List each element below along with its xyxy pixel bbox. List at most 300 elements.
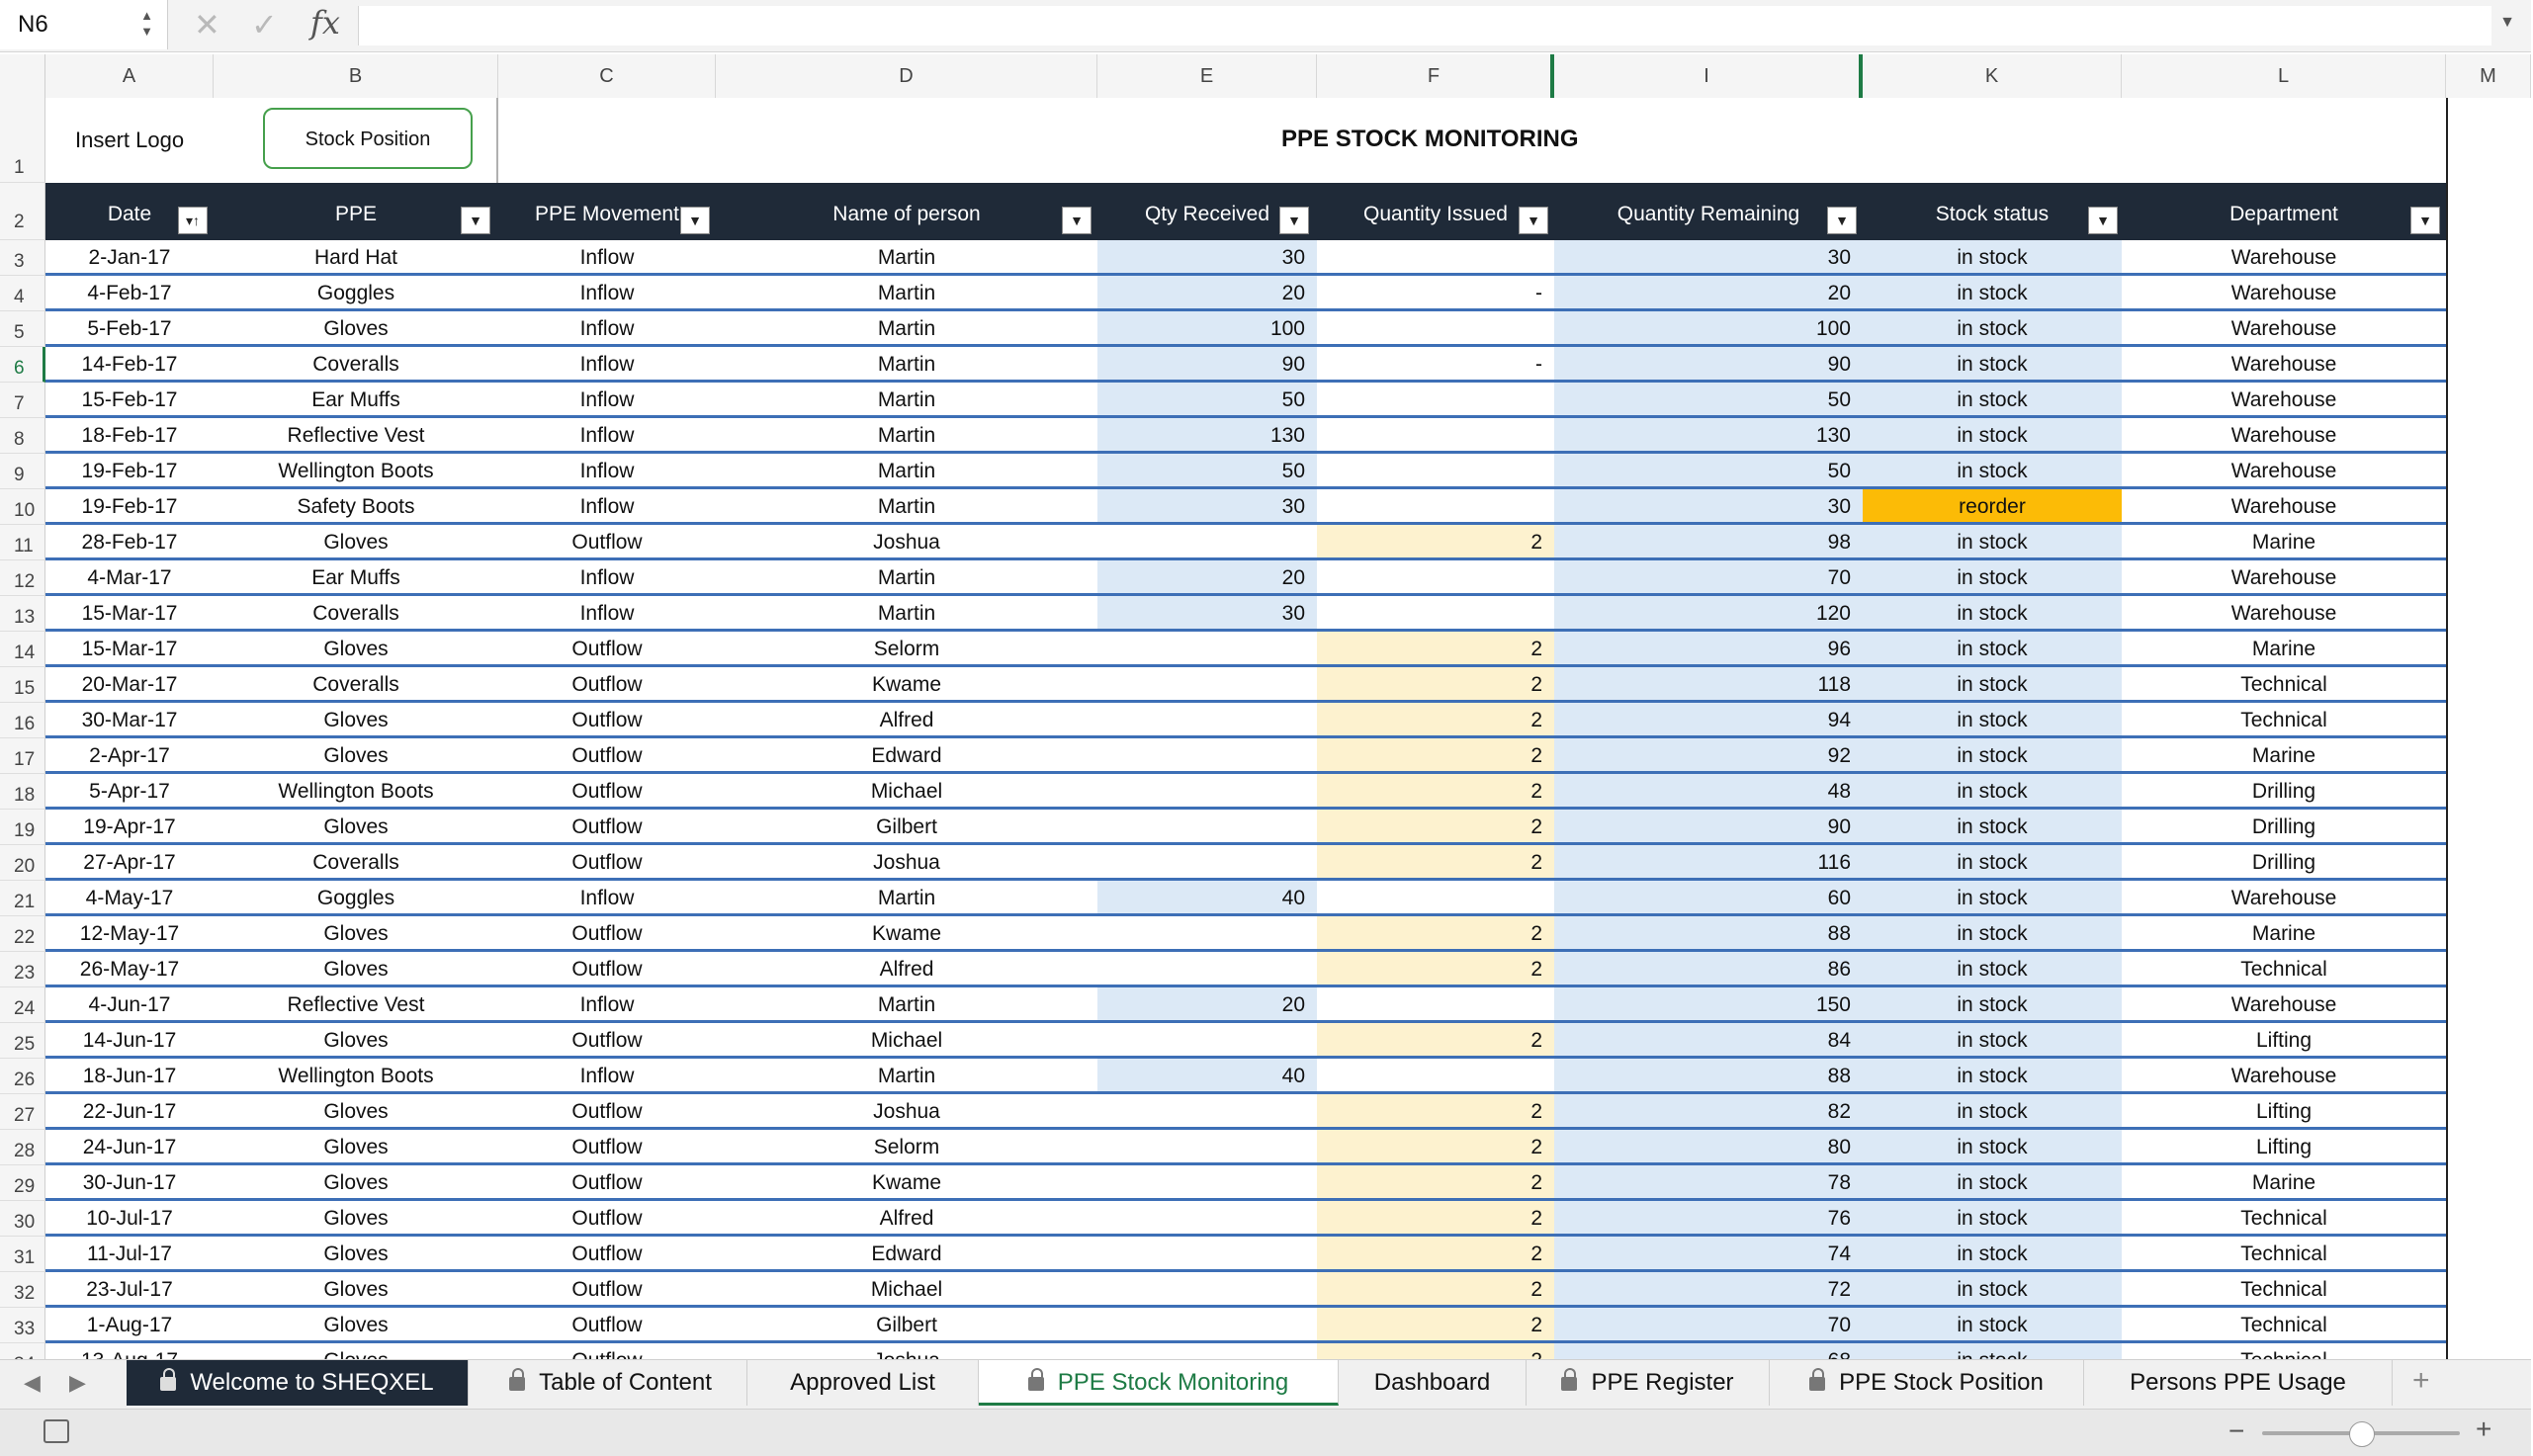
cell-quantity-remaining[interactable]: 76 [1554,1201,1863,1234]
cell-date[interactable]: 5-Feb-17 [87,317,172,340]
row-header[interactable]: 12 [0,560,45,596]
cell-ppe[interactable]: Gloves [323,958,389,981]
row-header[interactable]: 7 [0,383,45,418]
cell-name-of-person[interactable]: Gilbert [876,815,937,838]
cell-qty-received[interactable] [1097,774,1317,807]
cell-department[interactable]: Marine [2251,531,2316,554]
cell-quantity-issued[interactable] [1317,881,1554,913]
cell-date[interactable]: 14-Feb-17 [81,353,178,376]
cell-stock-status[interactable]: in stock [1863,703,2122,735]
cell-quantity-issued[interactable] [1317,489,1554,522]
cell-qty-received[interactable] [1097,667,1317,700]
column-header-d[interactable]: D [716,54,1097,98]
row-header[interactable]: 33 [0,1308,45,1343]
cell-stock-status[interactable]: in stock [1863,1237,2122,1269]
cell-qty-received[interactable] [1097,1130,1317,1162]
cell-department[interactable]: Technical [2240,709,2327,731]
cell-qty-received[interactable] [1097,525,1317,557]
cell-stock-status[interactable]: in stock [1863,1201,2122,1234]
page-layout-icon[interactable] [44,1419,69,1443]
cell-department[interactable]: Warehouse [2230,566,2337,589]
cell-name-of-person[interactable]: Martin [877,993,936,1016]
cell-name-of-person[interactable]: Selorm [873,1136,940,1158]
cell-ppe[interactable]: Safety Boots [297,495,415,518]
cell-quantity-issued[interactable]: 2 [1317,1023,1554,1056]
prev-sheet-icon[interactable]: ◀ [24,1370,41,1395]
cell-quantity-remaining[interactable]: 72 [1554,1272,1863,1305]
cell-quantity-remaining[interactable]: 92 [1554,738,1863,771]
cell-ppe[interactable]: Gloves [323,1314,389,1336]
cell-name-of-person[interactable]: Martin [877,388,936,411]
cell-qty-received[interactable]: 90 [1097,347,1317,380]
cell-quantity-issued[interactable] [1317,240,1554,273]
cell-department[interactable]: Technical [2240,1242,2327,1265]
cell-ppe-movement[interactable]: Inflow [579,460,635,482]
cell-ppe[interactable]: Gloves [323,1100,389,1123]
cell-quantity-issued[interactable] [1317,418,1554,451]
cell-name-of-person[interactable]: Martin [877,460,936,482]
cell-date[interactable]: 24-Jun-17 [82,1136,177,1158]
cell-ppe[interactable]: Coveralls [312,602,399,625]
cell-date[interactable]: 18-Jun-17 [82,1065,177,1087]
row-header[interactable]: 15 [0,667,45,703]
cell-name-of-person[interactable]: Gilbert [876,1314,937,1336]
cell-ppe-movement[interactable]: Outflow [571,1207,643,1230]
cell-date[interactable]: 26-May-17 [79,958,180,981]
cell-name-of-person[interactable]: Joshua [873,1100,940,1123]
cell-stock-status[interactable]: in stock [1863,667,2122,700]
cancel-icon[interactable]: ✕ [194,7,220,43]
cell-qty-received[interactable] [1097,916,1317,949]
row-header[interactable]: 4 [0,276,45,311]
cell-quantity-issued[interactable]: 2 [1317,845,1554,878]
cell-department[interactable]: Drilling [2251,851,2316,874]
row-header[interactable]: 8 [0,418,45,454]
cell-stock-status[interactable]: in stock [1863,1272,2122,1305]
zoom-slider-handle[interactable] [2349,1421,2375,1447]
column-header-i[interactable]: I [1554,54,1863,98]
cell-qty-received[interactable] [1097,1308,1317,1340]
cell-ppe[interactable]: Gloves [323,1207,389,1230]
cell-date[interactable]: 4-Feb-17 [87,282,172,304]
cell-stock-status[interactable]: reorder [1863,489,2122,522]
cell-date[interactable]: 5-Apr-17 [89,780,170,803]
cell-ppe[interactable]: Gloves [323,638,389,660]
cell-date[interactable]: 10-Jul-17 [86,1207,173,1230]
cell-quantity-remaining[interactable]: 30 [1554,489,1863,522]
column-header-l[interactable]: L [2122,54,2446,98]
cell-quantity-issued[interactable] [1317,383,1554,415]
cell-department[interactable]: Technical [2240,1207,2327,1230]
row-header[interactable]: 14 [0,632,45,667]
cell-date[interactable]: 4-Mar-17 [87,566,172,589]
tab-welcome[interactable]: Welcome to SHEQXEL [127,1360,469,1406]
cell-ppe[interactable]: Coveralls [312,353,399,376]
column-header-f[interactable]: F [1317,54,1554,98]
sort-filter-icon[interactable]: ▾↑ [178,207,208,234]
cell-stock-status[interactable]: in stock [1863,632,2122,664]
cell-department[interactable]: Warehouse [2230,495,2337,518]
cell-name-of-person[interactable]: Martin [877,424,936,447]
cell-ppe-movement[interactable]: Inflow [579,1065,635,1087]
cell-stock-status[interactable]: in stock [1863,845,2122,878]
cell-department[interactable]: Technical [2240,673,2327,696]
cell-name-of-person[interactable]: Alfred [879,709,934,731]
cell-ppe-movement[interactable]: Outflow [571,1100,643,1123]
stock-position-button[interactable]: Stock Position [263,108,473,169]
select-all-corner[interactable] [0,54,45,98]
cell-qty-received[interactable]: 30 [1097,489,1317,522]
cell-name-of-person[interactable]: Martin [877,353,936,376]
cell-quantity-remaining[interactable]: 94 [1554,703,1863,735]
column-header-m[interactable]: M [2446,54,2531,98]
cell-department[interactable]: Drilling [2251,815,2316,838]
row-header[interactable]: 13 [0,596,45,632]
cell-ppe[interactable]: Gloves [323,531,389,554]
column-header-k[interactable]: K [1863,54,2122,98]
cell-ppe-movement[interactable]: Outflow [571,1314,643,1336]
cell-stock-status[interactable]: in stock [1863,1165,2122,1198]
cell-stock-status[interactable]: in stock [1863,916,2122,949]
cell-name-of-person[interactable]: Joshua [873,531,940,554]
cell-name-of-person[interactable]: Alfred [879,1207,934,1230]
cell-quantity-remaining[interactable]: 96 [1554,632,1863,664]
cell-department[interactable]: Technical [2240,1314,2327,1336]
cell-name-of-person[interactable]: Kwame [871,673,942,696]
cell-ppe-movement[interactable]: Inflow [579,993,635,1016]
cell-date[interactable]: 18-Feb-17 [81,424,178,447]
cell-date[interactable]: 4-May-17 [85,887,174,909]
cell-qty-received[interactable]: 20 [1097,987,1317,1020]
cell-ppe-movement[interactable]: Outflow [571,531,643,554]
cell-ppe[interactable]: Ear Muffs [311,566,400,589]
cell-stock-status[interactable]: in stock [1863,1094,2122,1127]
cell-stock-status[interactable]: in stock [1863,383,2122,415]
cell-quantity-issued[interactable] [1317,560,1554,593]
cell-quantity-remaining[interactable]: 74 [1554,1237,1863,1269]
tab-ppe-stock-position[interactable]: PPE Stock Position [1770,1360,2084,1406]
zoom-out-icon[interactable]: − [2228,1415,2245,1446]
cell-quantity-remaining[interactable]: 78 [1554,1165,1863,1198]
cell-quantity-issued[interactable]: 2 [1317,774,1554,807]
cell-qty-received[interactable] [1097,952,1317,985]
cell-ppe[interactable]: Goggles [316,282,395,304]
cell-stock-status[interactable]: in stock [1863,560,2122,593]
cell-quantity-remaining[interactable]: 50 [1554,383,1863,415]
cell-ppe[interactable]: Wellington Boots [278,780,434,803]
cell-qty-received[interactable] [1097,810,1317,842]
row-header[interactable]: 30 [0,1201,45,1237]
cell-department[interactable]: Marine [2251,638,2316,660]
cell-quantity-remaining[interactable]: 86 [1554,952,1863,985]
cell-name-of-person[interactable]: Martin [877,282,936,304]
cell-ppe-movement[interactable]: Inflow [579,388,635,411]
cell-qty-received[interactable] [1097,703,1317,735]
row-header[interactable]: 18 [0,774,45,810]
cell-quantity-remaining[interactable]: 116 [1554,845,1863,878]
cell-name-of-person[interactable]: Edward [871,1242,942,1265]
cell-quantity-remaining[interactable]: 80 [1554,1130,1863,1162]
enter-icon[interactable]: ✓ [251,7,278,43]
cell-qty-received[interactable] [1097,1094,1317,1127]
cell-ppe-movement[interactable]: Outflow [571,1242,643,1265]
cell-date[interactable]: 27-Apr-17 [83,851,176,874]
cell-ppe[interactable]: Wellington Boots [278,1065,434,1087]
cell-name-of-person[interactable]: Joshua [873,851,940,874]
cell-date[interactable]: 19-Feb-17 [81,460,178,482]
cell-quantity-issued[interactable]: 2 [1317,1272,1554,1305]
cell-quantity-remaining[interactable]: 90 [1554,347,1863,380]
row-header[interactable]: 23 [0,952,45,987]
row-header[interactable]: 3 [0,240,45,276]
cell-department[interactable]: Drilling [2251,780,2316,803]
cell-quantity-remaining[interactable]: 88 [1554,1059,1863,1091]
cell-quantity-issued[interactable]: 2 [1317,525,1554,557]
cell-name-of-person[interactable]: Martin [877,887,936,909]
row-header[interactable]: 27 [0,1094,45,1130]
row-header[interactable]: 31 [0,1237,45,1272]
expand-formula-bar-icon[interactable]: ▼ [2499,14,2515,31]
cell-ppe-movement[interactable]: Outflow [571,673,643,696]
zoom-slider[interactable] [2262,1431,2460,1435]
cell-ppe[interactable]: Ear Muffs [311,388,400,411]
cell-name-of-person[interactable]: Martin [877,317,936,340]
cell-quantity-remaining[interactable]: 48 [1554,774,1863,807]
cell-ppe[interactable]: Gloves [323,1136,389,1158]
cell-name-of-person[interactable]: Kwame [871,1171,942,1194]
cell-quantity-issued[interactable] [1317,1059,1554,1091]
cell-quantity-remaining[interactable]: 98 [1554,525,1863,557]
row-header[interactable]: 5 [0,311,45,347]
cell-ppe-movement[interactable]: Outflow [571,1136,643,1158]
cell-stock-status[interactable]: in stock [1863,454,2122,486]
cell-quantity-remaining[interactable]: 130 [1554,418,1863,451]
filter-dropdown-icon[interactable]: ▼ [2410,207,2440,234]
name-box-spinner-icon[interactable]: ▲ ▼ [140,8,153,39]
cell-ppe[interactable]: Gloves [323,815,389,838]
cell-ppe-movement[interactable]: Outflow [571,1029,643,1052]
cell-ppe[interactable]: Goggles [316,887,395,909]
cell-qty-received[interactable]: 20 [1097,276,1317,308]
cell-qty-received[interactable]: 50 [1097,383,1317,415]
cell-ppe-movement[interactable]: Inflow [579,246,635,269]
cell-quantity-remaining[interactable]: 118 [1554,667,1863,700]
cell-department[interactable]: Warehouse [2230,246,2337,269]
cell-ppe-movement[interactable]: Outflow [571,709,643,731]
cell-quantity-issued[interactable] [1317,454,1554,486]
cell-qty-received[interactable] [1097,738,1317,771]
cell-name-of-person[interactable]: Michael [870,1029,943,1052]
cell-ppe[interactable]: Reflective Vest [287,424,425,447]
cell-quantity-remaining[interactable]: 82 [1554,1094,1863,1127]
cell-name-of-person[interactable]: Michael [870,780,943,803]
cell-ppe[interactable]: Coveralls [312,673,399,696]
cell-quantity-remaining[interactable]: 120 [1554,596,1863,629]
cell-qty-received[interactable] [1097,1237,1317,1269]
row-header[interactable]: 10 [0,489,45,525]
filter-dropdown-icon[interactable]: ▼ [461,207,490,234]
cell-ppe[interactable]: Hard Hat [313,246,398,269]
zoom-in-icon[interactable]: + [2476,1413,2492,1444]
cell-quantity-remaining[interactable]: 90 [1554,810,1863,842]
cell-ppe[interactable]: Gloves [323,1029,389,1052]
cell-quantity-remaining[interactable]: 88 [1554,916,1863,949]
cell-qty-received[interactable]: 40 [1097,1059,1317,1091]
cell-stock-status[interactable]: in stock [1863,525,2122,557]
cell-quantity-remaining[interactable]: 30 [1554,240,1863,273]
tab-dashboard[interactable]: Dashboard [1339,1360,1527,1406]
cell-quantity-issued[interactable]: 2 [1317,1165,1554,1198]
name-box[interactable] [0,0,168,49]
cell-ppe-movement[interactable]: Inflow [579,353,635,376]
cell-date[interactable]: 2-Jan-17 [88,246,171,269]
cell-stock-status[interactable]: in stock [1863,1023,2122,1056]
row-header-2[interactable]: 2 [0,183,45,240]
cell-ppe-movement[interactable]: Outflow [571,780,643,803]
cell-department[interactable]: Warehouse [2230,1065,2337,1087]
cell-qty-received[interactable] [1097,845,1317,878]
cell-date[interactable]: 23-Jul-17 [86,1278,173,1301]
column-header-b[interactable]: B [214,54,498,98]
cell-ppe[interactable]: Gloves [323,922,389,945]
cell-quantity-issued[interactable]: 2 [1317,632,1554,664]
filter-dropdown-icon[interactable]: ▼ [2088,207,2118,234]
cell-department[interactable]: Warehouse [2230,317,2337,340]
cell-ppe-movement[interactable]: Inflow [579,317,635,340]
cell-qty-received[interactable]: 130 [1097,418,1317,451]
cell-department[interactable]: Technical [2240,1278,2327,1301]
filter-dropdown-icon[interactable]: ▼ [1519,207,1548,234]
cell-stock-status[interactable]: in stock [1863,240,2122,273]
row-header[interactable]: 19 [0,810,45,845]
cell-stock-status[interactable]: in stock [1863,774,2122,807]
cell-date[interactable]: 2-Apr-17 [89,744,170,767]
column-header-a[interactable]: A [45,54,214,98]
cell-name-of-person[interactable]: Edward [871,744,942,767]
row-header[interactable]: 20 [0,845,45,881]
cell-quantity-issued[interactable]: 2 [1317,1237,1554,1269]
row-header[interactable]: 24 [0,987,45,1023]
cell-quantity-issued[interactable]: 2 [1317,703,1554,735]
cell-department[interactable]: Marine [2251,922,2316,945]
cell-stock-status[interactable]: in stock [1863,987,2122,1020]
cell-quantity-remaining[interactable]: 150 [1554,987,1863,1020]
cell-date[interactable]: 15-Mar-17 [81,602,178,625]
cell-quantity-remaining[interactable]: 50 [1554,454,1863,486]
cell-ppe[interactable]: Gloves [323,317,389,340]
cell-name-of-person[interactable]: Michael [870,1278,943,1301]
formula-input[interactable] [358,6,2491,45]
cell-stock-status[interactable]: in stock [1863,1308,2122,1340]
filter-dropdown-icon[interactable]: ▼ [680,207,710,234]
cell-quantity-remaining[interactable]: 70 [1554,560,1863,593]
cell-qty-received[interactable]: 40 [1097,881,1317,913]
cell-ppe[interactable]: Coveralls [312,851,399,874]
cell-ppe[interactable]: Gloves [323,709,389,731]
cell-qty-received[interactable]: 100 [1097,311,1317,344]
cell-stock-status[interactable]: in stock [1863,596,2122,629]
cell-qty-received[interactable]: 30 [1097,596,1317,629]
cell-name-of-person[interactable]: Kwame [871,922,942,945]
cell-name-of-person[interactable]: Martin [877,1065,936,1087]
cell-ppe-movement[interactable]: Outflow [571,1278,643,1301]
cell-department[interactable]: Lifting [2255,1029,2313,1052]
row-header[interactable]: 9 [0,454,45,489]
cell-ppe-movement[interactable]: Outflow [571,922,643,945]
cell-department[interactable]: Marine [2251,1171,2316,1194]
cell-qty-received[interactable] [1097,632,1317,664]
cell-qty-received[interactable] [1097,1165,1317,1198]
cell-ppe-movement[interactable]: Inflow [579,495,635,518]
cell-department[interactable]: Technical [2240,958,2327,981]
cell-qty-received[interactable]: 50 [1097,454,1317,486]
add-sheet-icon[interactable]: + [2412,1364,2430,1397]
cell-stock-status[interactable]: in stock [1863,1130,2122,1162]
filter-dropdown-icon[interactable]: ▼ [1062,207,1092,234]
cell-department[interactable]: Warehouse [2230,424,2337,447]
cell-quantity-issued[interactable]: 2 [1317,916,1554,949]
cell-stock-status[interactable]: in stock [1863,952,2122,985]
cell-quantity-issued[interactable]: 2 [1317,952,1554,985]
cell-quantity-issued[interactable]: 2 [1317,1130,1554,1162]
row-header[interactable]: 21 [0,881,45,916]
cell-ppe[interactable]: Gloves [323,1171,389,1194]
cell-quantity-issued[interactable]: 2 [1317,1308,1554,1340]
cell-qty-received[interactable] [1097,1272,1317,1305]
cell-quantity-issued[interactable]: 2 [1317,738,1554,771]
cell-department[interactable]: Warehouse [2230,282,2337,304]
cell-date[interactable]: 30-Jun-17 [82,1171,177,1194]
cell-quantity-issued[interactable] [1317,987,1554,1020]
cell-quantity-remaining[interactable]: 84 [1554,1023,1863,1056]
cell-ppe[interactable]: Wellington Boots [278,460,434,482]
cell-ppe-movement[interactable]: Outflow [571,851,643,874]
cell-ppe-movement[interactable]: Outflow [571,1171,643,1194]
cell-date[interactable]: 30-Mar-17 [81,709,178,731]
cell-date[interactable]: 1-Aug-17 [86,1314,173,1336]
tab-approved-list[interactable]: Approved List [747,1360,979,1406]
cell-ppe[interactable]: Gloves [323,744,389,767]
cell-date[interactable]: 20-Mar-17 [81,673,178,696]
cell-date[interactable]: 11-Jul-17 [87,1242,172,1265]
row-header[interactable]: 32 [0,1272,45,1308]
cell-quantity-issued[interactable]: - [1535,353,1542,376]
tab-persons-ppe-usage[interactable]: Persons PPE Usage [2084,1360,2393,1406]
cell-department[interactable]: Warehouse [2230,353,2337,376]
row-header[interactable]: 22 [0,916,45,952]
tab-table-of-content[interactable]: Table of Content [475,1360,747,1406]
cell-quantity-remaining[interactable]: 20 [1554,276,1863,308]
cell-qty-received[interactable]: 30 [1097,240,1317,273]
filter-dropdown-icon[interactable]: ▼ [1827,207,1857,234]
cell-date[interactable]: 19-Feb-17 [81,495,178,518]
cell-stock-status[interactable]: in stock [1863,810,2122,842]
cell-quantity-issued[interactable]: 2 [1317,810,1554,842]
cell-stock-status[interactable]: in stock [1863,347,2122,380]
cell-date[interactable]: 15-Feb-17 [81,388,178,411]
row-header[interactable]: 11 [0,525,45,560]
cell-quantity-issued[interactable] [1317,596,1554,629]
next-sheet-icon[interactable]: ▶ [69,1370,86,1395]
cell-date[interactable]: 15-Mar-17 [81,638,178,660]
cell-name-of-person[interactable]: Martin [877,602,936,625]
cell-department[interactable]: Warehouse [2230,388,2337,411]
cell-quantity-issued[interactable]: 2 [1317,1201,1554,1234]
cell-name-of-person[interactable]: Martin [877,566,936,589]
column-m-area[interactable] [2446,98,2533,1359]
cell-ppe-movement[interactable]: Inflow [579,602,635,625]
row-header[interactable]: 29 [0,1165,45,1201]
